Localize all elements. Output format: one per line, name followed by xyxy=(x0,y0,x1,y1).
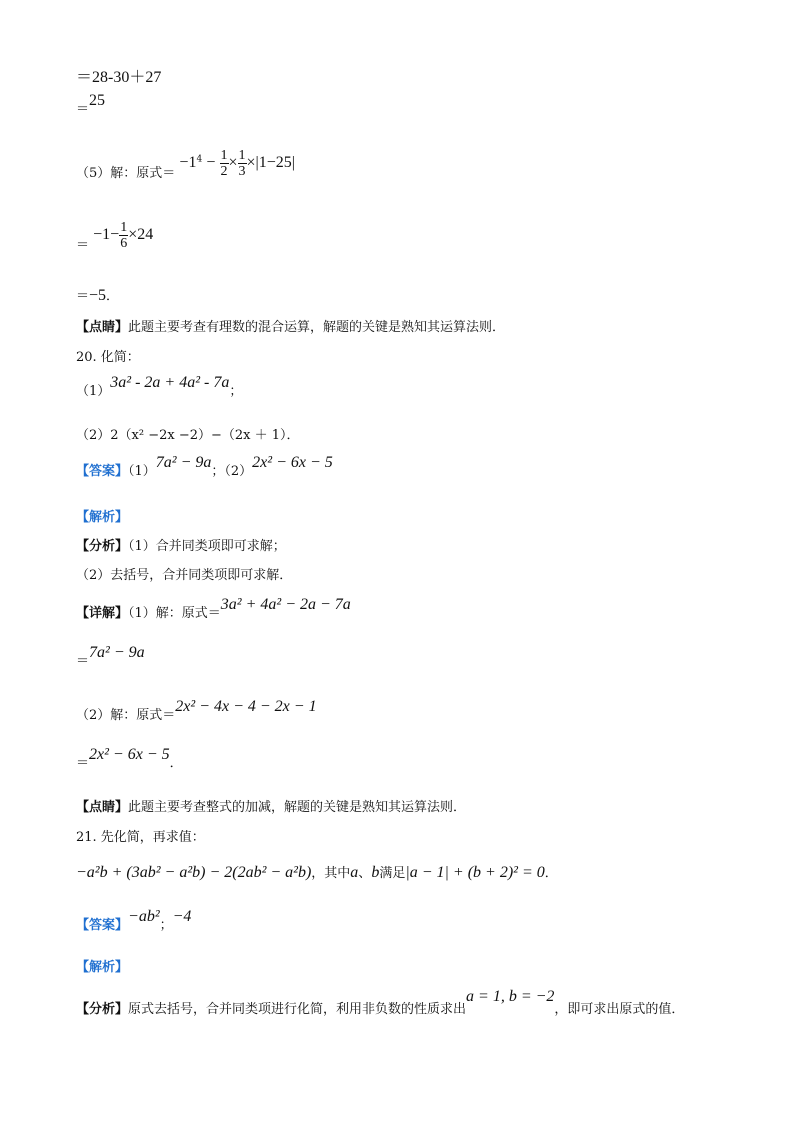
fraction: $\frac{1}{2}$ xyxy=(220,148,228,179)
equation-line: ＝7a² − 9a xyxy=(76,644,145,669)
question-title: 20. 化简： xyxy=(76,350,140,365)
subquestion-1: （1）3a² - 2a + 4a² - 7a； xyxy=(76,374,243,399)
analysis-tag: 【解析】 xyxy=(76,960,129,975)
detail-line: 【详解】（1）解：原式＝3a² + 4a² − 2a − 7a xyxy=(76,596,351,621)
tip-line: 【点睛】此题主要考查整式的加减，解题的关键是熟知其运算法则． xyxy=(76,800,467,815)
analysis-line: （2）去括号，合并同类项即可求解． xyxy=(76,568,293,583)
equation-line: ＝ −1− $\frac{1}{6}$ ×24 xyxy=(76,220,154,253)
solution-line: （5）解：原式＝ $-1^4$ − $\frac{1}{2}$ × $\frac{1}{3}$ ×|1−25| xyxy=(76,148,295,181)
equation-line: ＝2x² − 6x − 5． xyxy=(76,746,183,771)
fraction: $\frac{1}{6}$ xyxy=(120,220,128,251)
analysis-line: 【分析】（1）合并同类项即可求解； xyxy=(76,539,286,554)
equation-line: ＝28-30＋27 xyxy=(76,69,162,86)
fraction: $\frac{1}{3}$ xyxy=(238,148,246,179)
question-title: 21. 先化简，再求值： xyxy=(76,830,205,845)
answer-line: 【答案】（1）7a² − 9a；（2）2x² − 6x − 5 xyxy=(76,454,333,479)
detail-line: （2）解：原式＝2x² − 4x − 4 − 2x − 1 xyxy=(76,698,317,723)
analysis-tag: 【解析】 xyxy=(76,510,129,525)
tip-line: 【点睛】此题主要考查有理数的混合运算，解题的关键是熟知其运算法则． xyxy=(76,320,506,335)
equation-line: ＝25 xyxy=(76,92,106,117)
answer-line: 【答案】−ab²；−4 xyxy=(76,908,192,933)
question-expression: −a²b + (3ab² − a²b) − 2(2ab² − a²b)，其中a、b满足|a − 1| + (b + 2)² = 0． xyxy=(76,864,558,881)
equation-line: ＝−5． xyxy=(76,287,120,304)
analysis-line: 【分析】原式去括号，合并同类项进行化简，利用非负数的性质求出a = 1, b = −2，即可求出原式的值． xyxy=(76,988,685,1017)
subquestion-2: （2）2（x² −2x −2）−（2x ＋ 1）． xyxy=(76,428,300,443)
